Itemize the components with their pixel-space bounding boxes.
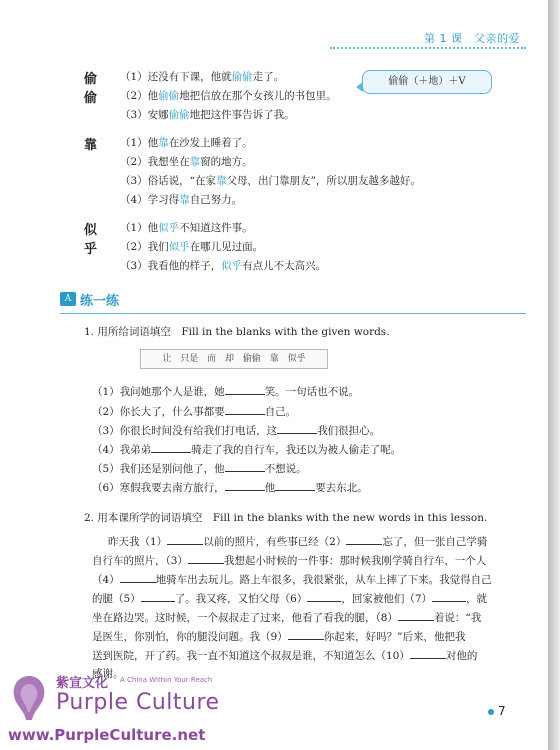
exercise-1-question: （5）我们还是别问他了，他 不想说。 — [92, 463, 307, 475]
watermark-brand: Purple Culture — [56, 690, 220, 715]
exercise-1-question: （6）寒假我要去南方旅行， 他 要去东北。 — [92, 482, 368, 494]
passage-line: 的腿（5） 了。我又疼，又怕父母（6） ，回家被他们（7） ，就 — [92, 593, 488, 605]
answer-blank[interactable] — [225, 480, 265, 491]
section-title: 练一练 — [80, 294, 120, 309]
answer-blank[interactable] — [167, 534, 203, 545]
exercise-1-question: （1）我问她那个人是谁，她 笑。一句话也不说。 — [92, 386, 360, 398]
answer-blank[interactable] — [277, 423, 317, 434]
page-number: 7 — [488, 704, 506, 718]
section-a-icon: A — [60, 292, 76, 306]
vocab-example: （3）安娜偷偷地把这件事告诉了我。 — [120, 109, 295, 121]
answer-blank[interactable] — [225, 461, 265, 472]
exercise-1-title: 1. 用所给词语填空 Fill in the blanks with the given words. — [84, 326, 390, 338]
vocab-example: （2）我们似乎在哪儿见过面。 — [120, 241, 264, 253]
section-divider — [60, 313, 526, 314]
vocab-example: （1）他靠在沙发上睡着了。 — [120, 137, 253, 149]
header-dotted-rule — [330, 47, 526, 49]
passage-line: 昨天我（1） 以前的照片，有些事已经（2） 忘了，但一张自己学骑 — [108, 536, 488, 548]
answer-blank[interactable] — [225, 404, 265, 415]
word-bank — [140, 349, 328, 369]
word-bank-item: 而 — [207, 354, 217, 364]
answer-blank[interactable] — [275, 480, 315, 491]
passage-line: 是医生，你别怕，你的腿没问题。我（9） 你起来，好吗？”后来，他把我 — [92, 631, 466, 643]
vocab-example: （1）还没有下课，他就偷偷走了。 — [120, 71, 285, 83]
watermark-chinese-name: 紫宣文化 — [56, 676, 109, 691]
answer-blank[interactable] — [120, 572, 156, 583]
vocab-example: （1）他似乎不知道这件事。 — [120, 222, 253, 234]
passage-line: 感谢。 — [92, 668, 124, 680]
watermark-url[interactable]: www.PurpleCulture.net — [8, 726, 206, 744]
answer-blank[interactable] — [288, 629, 324, 640]
exercise-1-question: （4）我弟弟 骑走了我的自行车，我还以为被人偷走了呢。 — [92, 444, 402, 456]
vocab-example: （2）我想坐在靠窗的地方。 — [120, 156, 253, 168]
passage-line: 自行车的照片，（3） 我想起小时候的一件事：那时候我刚学骑自行车，一个人 — [92, 555, 487, 567]
vocab-example: （4）学习得靠自己努力。 — [120, 194, 243, 206]
exercise-2-title: 2. 用本课所学的词语填空 Fill in the blanks with the new words in this lesson. — [84, 512, 488, 524]
purple-culture-logo-icon — [8, 670, 50, 726]
vocab-example: （2）他偷偷地把信放在那个女孩儿的书包里。 — [120, 90, 337, 102]
passage-line: 送到医院，开了药。我一直不知道这个叔叔是谁，不知道怎么（10） 对他的 — [92, 650, 478, 662]
exercise-1-question: （3）你很长时间没有给我们打电话，这 我们很担心。 — [92, 425, 381, 437]
vocab-word: 偷偷 — [84, 72, 98, 106]
vocab-word: 似乎 — [84, 223, 98, 257]
vocab-example: （3）我看他的样子，似乎有点儿不太高兴。 — [120, 260, 327, 272]
word-bank-item: 让 — [162, 354, 172, 364]
lesson-header: 第 1 课 父亲的爱 — [424, 32, 520, 45]
answer-blank[interactable] — [432, 591, 466, 602]
exercise-1-question: （2）你长大了，什么事都要 自己。 — [92, 406, 297, 418]
grammar-note-callout: 偷偷（＋地）＋V — [362, 70, 492, 94]
word-bank-item: 靠 — [269, 354, 279, 364]
passage-line: （4） 地骑车出去玩儿。路上车很多，我很紧张，从车上摔了下来。我觉得自己 — [92, 574, 492, 586]
answer-blank[interactable] — [398, 610, 434, 621]
answer-blank[interactable] — [188, 553, 224, 564]
answer-blank[interactable] — [225, 384, 265, 395]
word-bank-item: 只是 — [180, 354, 199, 364]
word-bank-item: 却 — [224, 354, 234, 364]
page-number-dot-icon — [488, 709, 494, 715]
page-edge — [548, 0, 560, 750]
answer-blank[interactable] — [151, 442, 191, 453]
word-bank-item: 偷偷 — [242, 354, 261, 364]
word-bank-item: 似乎 — [287, 354, 306, 364]
vocab-example: （3）俗话说，“在家靠父母，出门靠朋友”，所以朋友越多越好。 — [120, 175, 421, 187]
answer-blank[interactable] — [410, 648, 446, 659]
answer-blank[interactable] — [141, 591, 175, 602]
watermark-tagline: A China Within Your Reach — [120, 676, 213, 684]
answer-blank[interactable] — [346, 534, 382, 545]
answer-blank[interactable] — [307, 591, 341, 602]
vocab-word: 靠 — [84, 138, 98, 153]
passage-line: 坐在路边哭。这时候，一个叔叔走了过来，他看了看我的腿，（8） 着说：“我 — [92, 612, 482, 624]
